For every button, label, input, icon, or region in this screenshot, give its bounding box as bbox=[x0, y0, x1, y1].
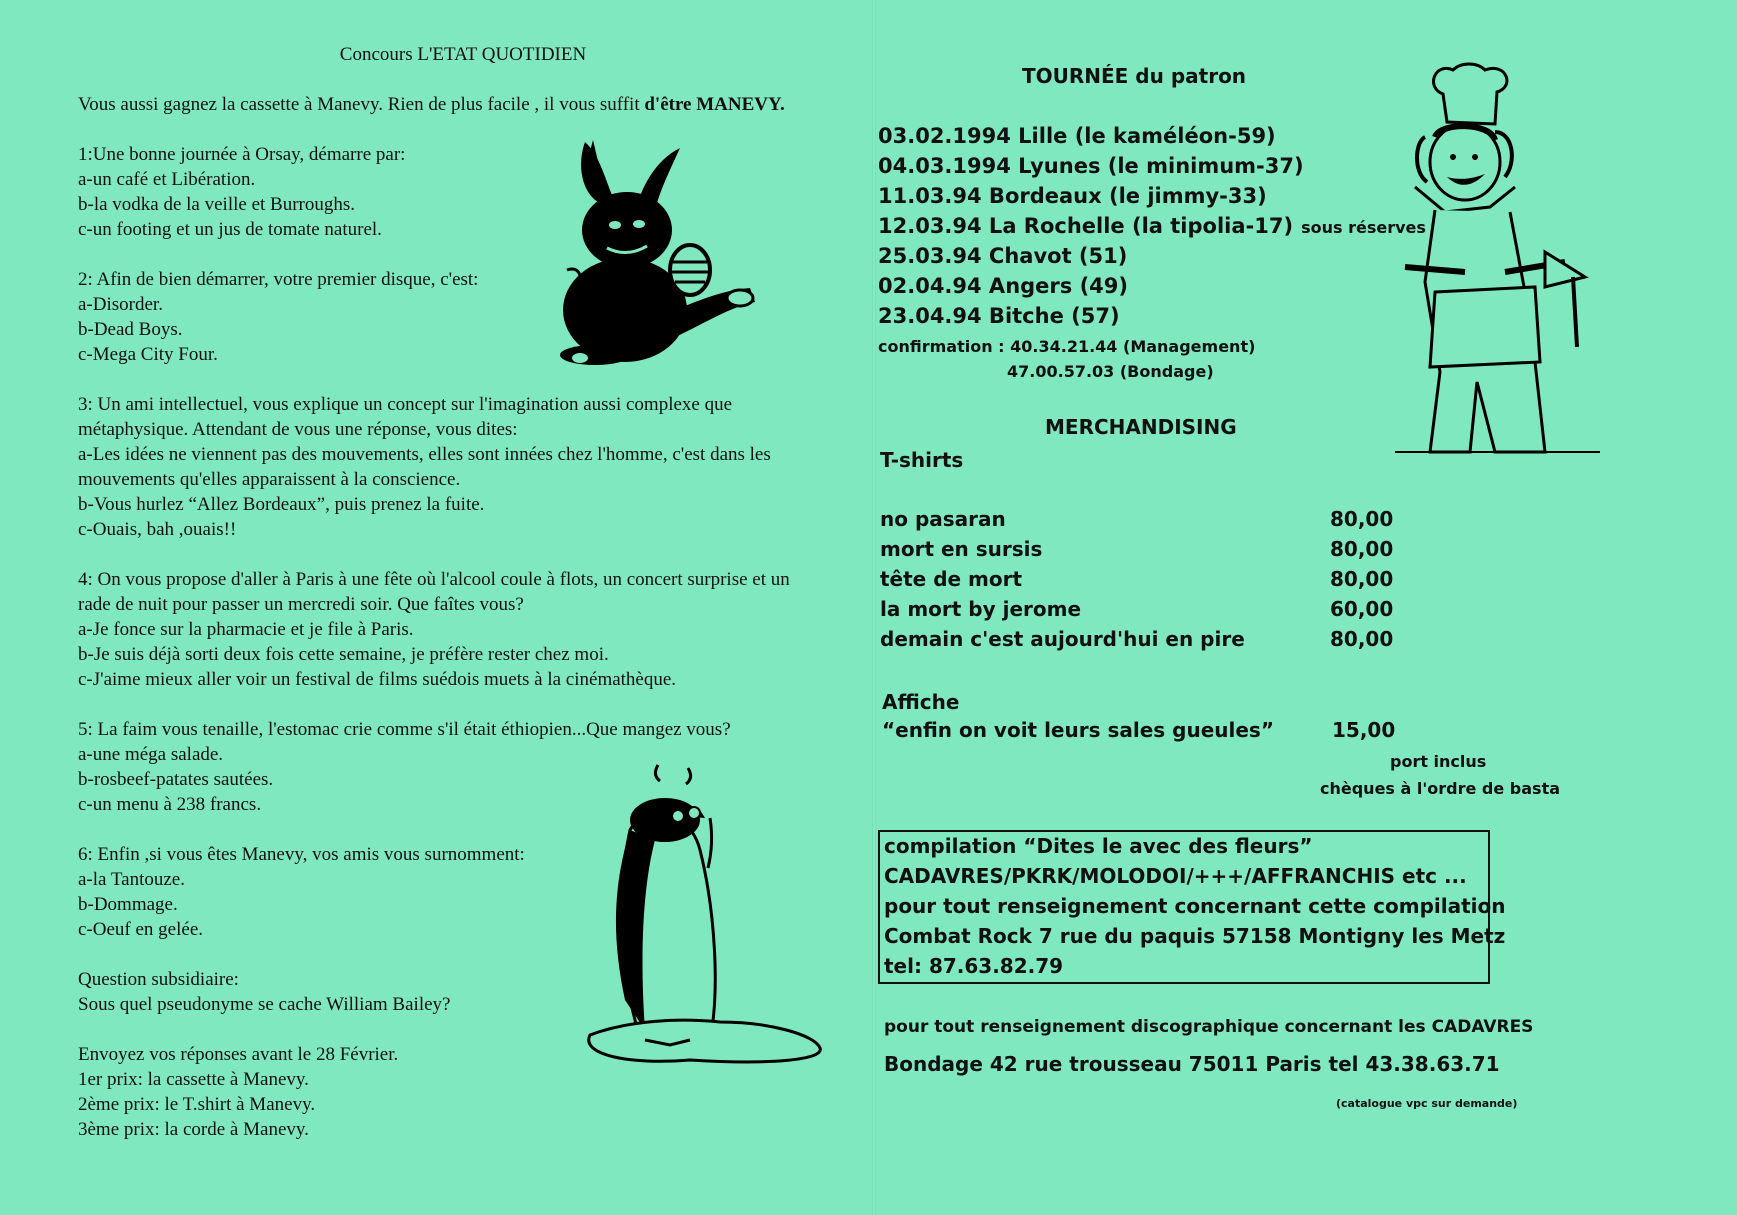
tshirt-name: tête de mort bbox=[880, 567, 1023, 591]
confirmation-bondage: 47.00.57.03 (Bondage) bbox=[1007, 362, 1214, 381]
question-line: b-Dommage. bbox=[78, 894, 178, 915]
chef-illustration bbox=[1395, 62, 1605, 467]
affiche-label: Affiche bbox=[882, 690, 960, 714]
question-heading: 2: Afin de bien démarrer, votre premier disque, c'est: bbox=[78, 269, 479, 290]
question-heading: 4: On vous propose d'aller à Paris à une fête où l'alcool coule à flots, un concert surprise et un bbox=[78, 569, 790, 590]
question-line: Sous quel pseudonyme se cache William Bailey? bbox=[78, 994, 451, 1015]
question-line: c-Oeuf en gelée. bbox=[78, 919, 204, 940]
tour-date bbox=[878, 214, 1426, 238]
tshirt-price: 60,00 bbox=[1330, 597, 1394, 621]
question-heading: 5: La faim vous tenaille, l'estomac crie comme s'il était éthiopien...Que mangez vous? bbox=[78, 719, 731, 740]
tshirt-price: 80,00 bbox=[1330, 567, 1394, 591]
tour-date bbox=[878, 154, 1304, 178]
tshirts-label: T-shirts bbox=[880, 448, 964, 472]
tour-date bbox=[878, 244, 1127, 268]
question-line: a-Disorder. bbox=[78, 294, 163, 315]
affiche-name: “enfin on voit leurs sales gueules” bbox=[882, 718, 1274, 742]
question-heading: 3: Un ami intellectuel, vous explique un concept sur l'imagination aussi complexe que bbox=[78, 394, 733, 415]
tour-date-text: 25.03.94 Chavot (51) bbox=[878, 244, 1128, 268]
question-line: a-Les idées ne viennent pas des mouvements, elles sont innées chez l'homme, c'est dans les bbox=[78, 444, 771, 465]
question-line: a-Je fonce sur la pharmacie et je file à Paris. bbox=[78, 619, 414, 640]
tshirt-name: demain c'est aujourd'hui en pire bbox=[880, 627, 1245, 651]
tshirt-price: 80,00 bbox=[1330, 537, 1394, 561]
question-line: b-Je suis déjà sorti deux fois cette semaine, je préfère rester chez moi. bbox=[78, 644, 609, 665]
tour-date-text: 23.04.94 Bitche (57) bbox=[878, 304, 1120, 328]
tour-title: TOURNÉE du patron bbox=[1022, 64, 1247, 88]
tour-date-text: 03.02.1994 Lille (le kaméléon-59) bbox=[878, 124, 1276, 148]
question-heading: Question subsidiaire: bbox=[78, 969, 239, 990]
tshirt-price: 80,00 bbox=[1330, 627, 1394, 651]
question-line: c-J'aime mieux aller voir un festival de films suédois muets à la cinémathèque. bbox=[78, 669, 677, 690]
rabbit-illustration bbox=[545, 130, 795, 370]
tour-date bbox=[878, 124, 1276, 148]
question-line: a-la Tantouze. bbox=[78, 869, 185, 890]
tour-date bbox=[878, 274, 1128, 298]
question-line: c-Ouais, bah ,ouais!! bbox=[78, 519, 237, 540]
tour-date-text: 02.04.94 Angers (49) bbox=[878, 274, 1129, 298]
tour-page bbox=[878, 0, 1737, 1215]
question-heading: 6: Enfin ,si vous êtes Manevy, vos amis vous surnomment: bbox=[78, 844, 525, 865]
compilation-line: pour tout renseignement concernant cette compilation bbox=[884, 894, 1506, 918]
disco-info: pour tout renseignement discographique concernant les CADAVRES bbox=[884, 1017, 1534, 1037]
catalogue-note: (catalogue vpc sur demande) bbox=[1336, 1097, 1518, 1110]
question-line: a-une méga salade. bbox=[78, 744, 224, 765]
compilation-line: compilation “Dites le avec des fleurs” bbox=[884, 834, 1313, 858]
tour-date-note: sous réserves bbox=[1301, 218, 1426, 237]
question-line: b-Vous hurlez “Allez Bordeaux”, puis prenez la fuite. bbox=[78, 494, 485, 515]
question-line: rade de nuit pour passer un mercredi soir. Que faîtes vous? bbox=[78, 594, 524, 615]
tshirt-name: la mort by jerome bbox=[880, 597, 1082, 621]
tshirt-price: 80,00 bbox=[1330, 507, 1394, 531]
fold-line bbox=[872, 0, 876, 1215]
tshirt-name: mort en sursis bbox=[880, 537, 1043, 561]
bondage-address: Bondage 42 rue trousseau 75011 Paris tel 43.38.63.71 bbox=[884, 1052, 1500, 1076]
tour-date bbox=[878, 304, 1120, 328]
cheques-note: chèques à l'ordre de basta bbox=[1320, 779, 1561, 798]
compilation-line: CADAVRES/PKRK/MOLODOI/+++/AFFRANCHIS etc ... bbox=[884, 864, 1467, 888]
compilation-box bbox=[878, 830, 1506, 984]
compilation-line: Combat Rock 7 rue du paquis 57158 Montigny les Metz bbox=[884, 924, 1506, 948]
merchandising-title: MERCHANDISING bbox=[1045, 415, 1237, 439]
contest-title: Concours L'ETAT QUOTIDIEN bbox=[339, 44, 587, 65]
compilation-line: tel: 87.63.82.79 bbox=[884, 954, 1064, 978]
question-line: métaphysique. Attendant de vous une réponse, vous dites: bbox=[78, 419, 518, 440]
confirmation-management: confirmation : 40.34.21.44 (Management) bbox=[878, 337, 1256, 356]
affiche-price: 15,00 bbox=[1332, 718, 1396, 742]
question-line: 2ème prix: le T.shirt à Manevy. bbox=[78, 1094, 316, 1115]
question-line: c-Mega City Four. bbox=[78, 344, 218, 365]
question-line: c-un menu à 238 francs. bbox=[78, 794, 262, 815]
question-line: b-rosbeef-patates sautées. bbox=[78, 769, 274, 790]
question-line: 1er prix: la cassette à Manevy. bbox=[78, 1069, 309, 1090]
penguin-illustration bbox=[570, 760, 840, 1080]
port-inclus: port inclus bbox=[1390, 752, 1487, 771]
question-heading: 1:Une bonne journée à Orsay, démarre par: bbox=[78, 144, 406, 165]
question-line: 3ème prix: la corde à Manevy. bbox=[78, 1119, 309, 1140]
question-line: mouvements qu'elles apparaissent à la conscience. bbox=[78, 469, 461, 490]
tshirt-name: no pasaran bbox=[880, 507, 1006, 531]
question-heading: Envoyez vos réponses avant le 28 Février. bbox=[78, 1044, 399, 1065]
question-line: c-un footing et un jus de tomate naturel. bbox=[78, 219, 382, 240]
tour-date bbox=[878, 184, 1267, 208]
tour-date-text: 12.03.94 La Rochelle (la tipolia-17) bbox=[878, 214, 1294, 238]
question-line: b-la vodka de la veille et Burroughs. bbox=[78, 194, 356, 215]
tour-date-text: 11.03.94 Bordeaux (le jimmy-33) bbox=[878, 184, 1267, 208]
question-line: b-Dead Boys. bbox=[78, 319, 183, 340]
contest-intro: Vous aussi gagnez la cassette à Manevy. Rien de plus facile , il vous suffit d'être MANEVY. bbox=[78, 94, 785, 115]
tour-date-text: 04.03.1994 Lyunes (le minimum-37) bbox=[878, 154, 1304, 178]
question-line: a-un café et Libération. bbox=[78, 169, 256, 190]
